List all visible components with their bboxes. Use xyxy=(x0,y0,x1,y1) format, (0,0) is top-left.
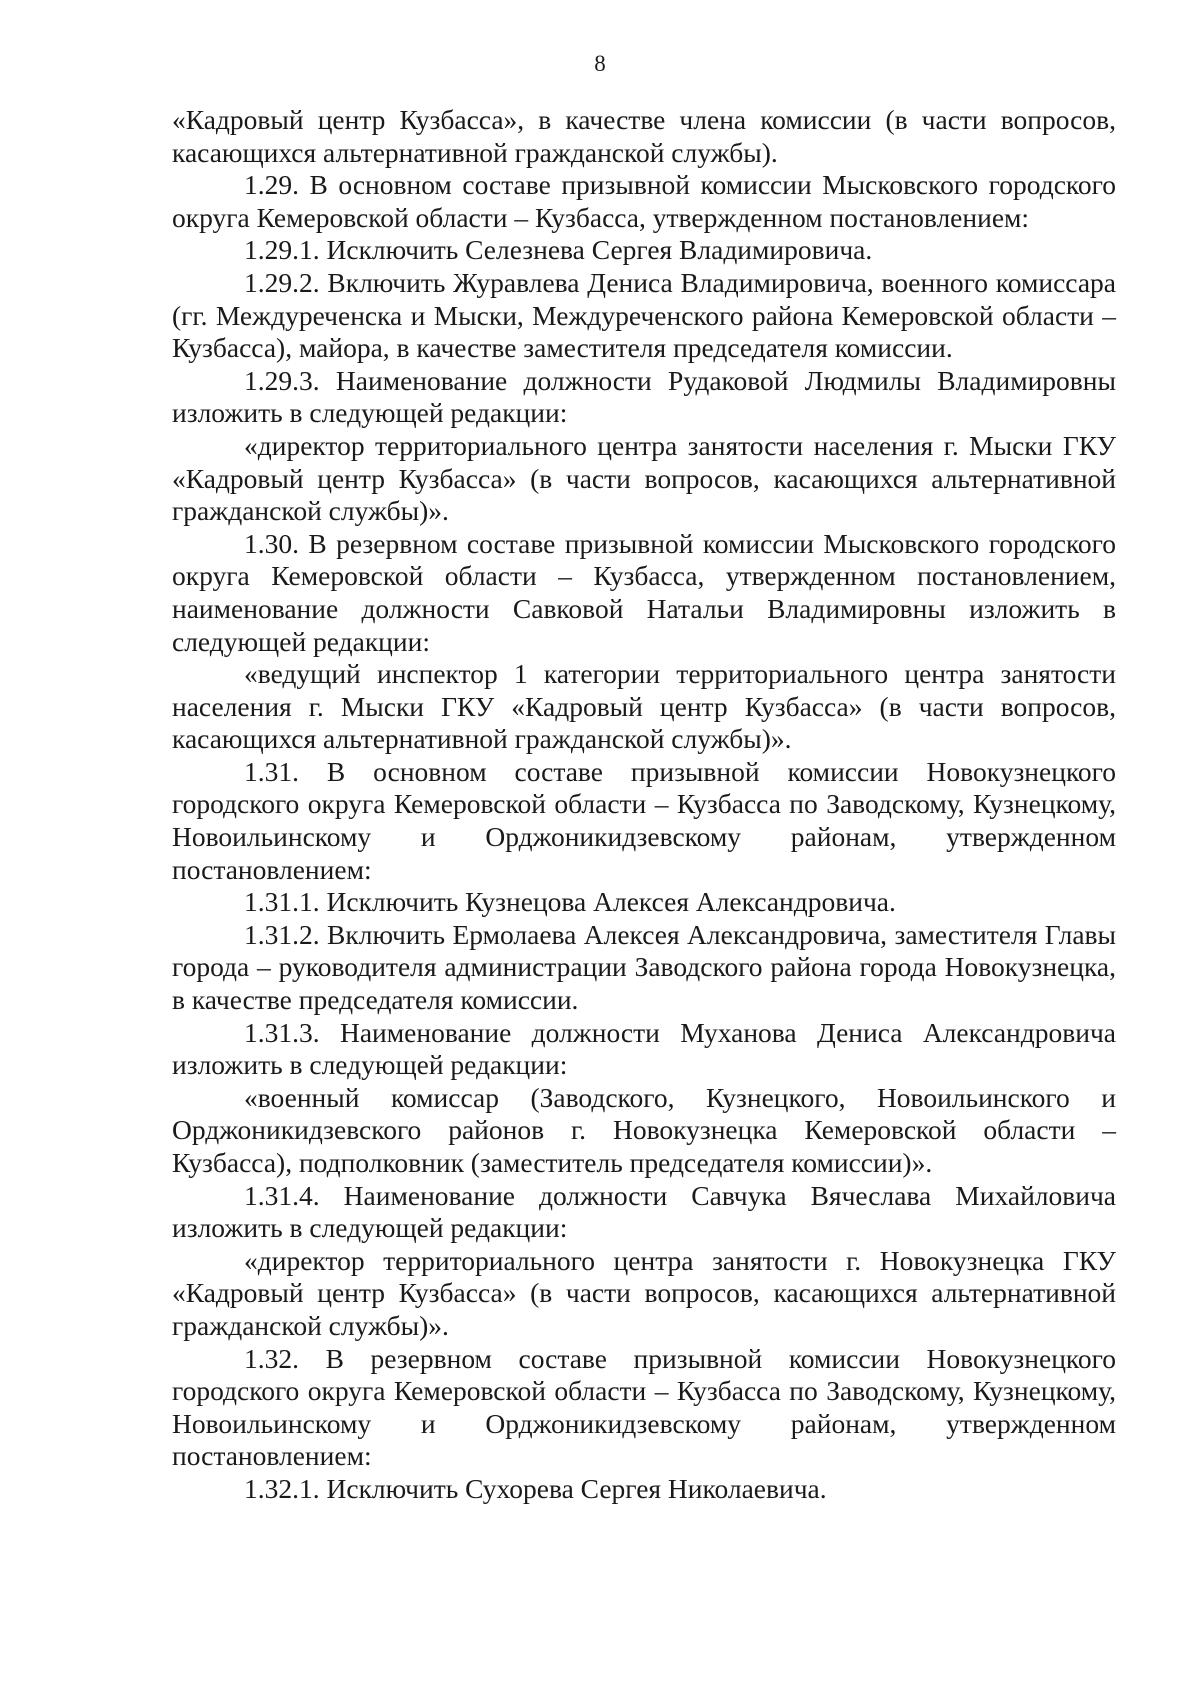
document-body xyxy=(172,104,1116,1506)
page-number: 8 xyxy=(594,51,606,76)
clause-1-29: 1.29. В основном составе призывной комиссии Мысковского городского округа Кемеровской области – Кузбасса, утвержденном постановлением: xyxy=(172,169,1116,233)
clause-1-29-3: 1.29.3. Наименование должности Рудаковой Людмилы Владимировны изложить в следующей редакции: xyxy=(172,364,1116,429)
quoted-position-text: «директор территориального центра занятости г. Новокузнецка ГКУ «Кадровый центр Кузбасса» (в части вопросов, касающихся альтернативной гражданской службы)». xyxy=(172,1244,1116,1341)
quoted-position-text: «директор территориального центра занятости населения г. Мыски ГКУ «Кадровый центр Кузбасса» (в части вопросов, касающихся альтернативной гражданской службы)». xyxy=(172,429,1116,527)
clause-1-29-2: 1.29.2. Включить Журавлева Дениса Владимировича, военного комиссара (гг. Междуреченска и Мыски, Междуреченского района Кемеровской области – Кузбасса), майора, в качестве заместителя председателя комиссии. xyxy=(172,266,1116,364)
clause-1-29-1: 1.29.1. Исключить Селезнева Сергея Владимировича. xyxy=(244,234,873,266)
clause-1-31: 1.31. В основном составе призывной комиссии Новокузнецкого городского округа Кемеровской области – Кузбасса по Заводскому, Кузнецкому, Новоильинскому и Орджоникидзевскому районам, утвержденном постановлением: xyxy=(172,755,1116,885)
clause-1-32: 1.32. В резервном составе призывной комиссии Новокузнецкого городского округа Кемеровской области – Кузбасса по Заводскому, Кузнецкому, Новоильинскому и Орджоникидзевскому районам, утвержденном постановлением: xyxy=(172,1342,1116,1472)
clause-1-31-4: 1.31.4. Наименование должности Савчука Вячеслава Михайловича изложить в следующей редакции: xyxy=(172,1179,1116,1244)
clause-1-31-3: 1.31.3. Наименование должности Муханова Дениса Александровича изложить в следующей редакции: xyxy=(172,1016,1116,1081)
quoted-position-text: «военный комиссар (Заводского, Кузнецкого, Новоильинского и Орджоникидзевского районов г. Новокузнецка Кемеровской области – Кузбасса), подполковник (заместитель председателя комиссии)». xyxy=(172,1081,1116,1178)
clause-1-31-1: 1.31.1. Исключить Кузнецова Алексея Александровича. xyxy=(244,886,896,918)
clause-1-31-2: 1.31.2. Включить Ермолаева Алексея Александровича, заместителя Главы города – руководителя администрации Заводского района города Новокузнецка, в качестве председателя комиссии. xyxy=(172,918,1116,1016)
quoted-position-text: «ведущий инспектор 1 категории территориального центра занятости населения г. Мыски ГКУ «Кадровый центр Кузбасса» (в части вопросов, касающихся альтернативной гражданской службы)». xyxy=(172,658,1116,755)
paragraph-continuation: «Кадровый центр Кузбасса», в качестве члена комиссии (в части вопросов, касающихся альтернативной гражданской службы). xyxy=(172,104,1116,168)
clause-1-32-1: 1.32.1. Исключить Сухорева Сергея Николаевича. xyxy=(244,1472,827,1504)
clause-1-30: 1.30. В резервном составе призывной комиссии Мысковского городского округа Кемеровской области – Кузбасса, утвержденном постановлением, наименование должности Савковой Натальи Владимировны изложить в следующей редакции: xyxy=(172,527,1116,657)
